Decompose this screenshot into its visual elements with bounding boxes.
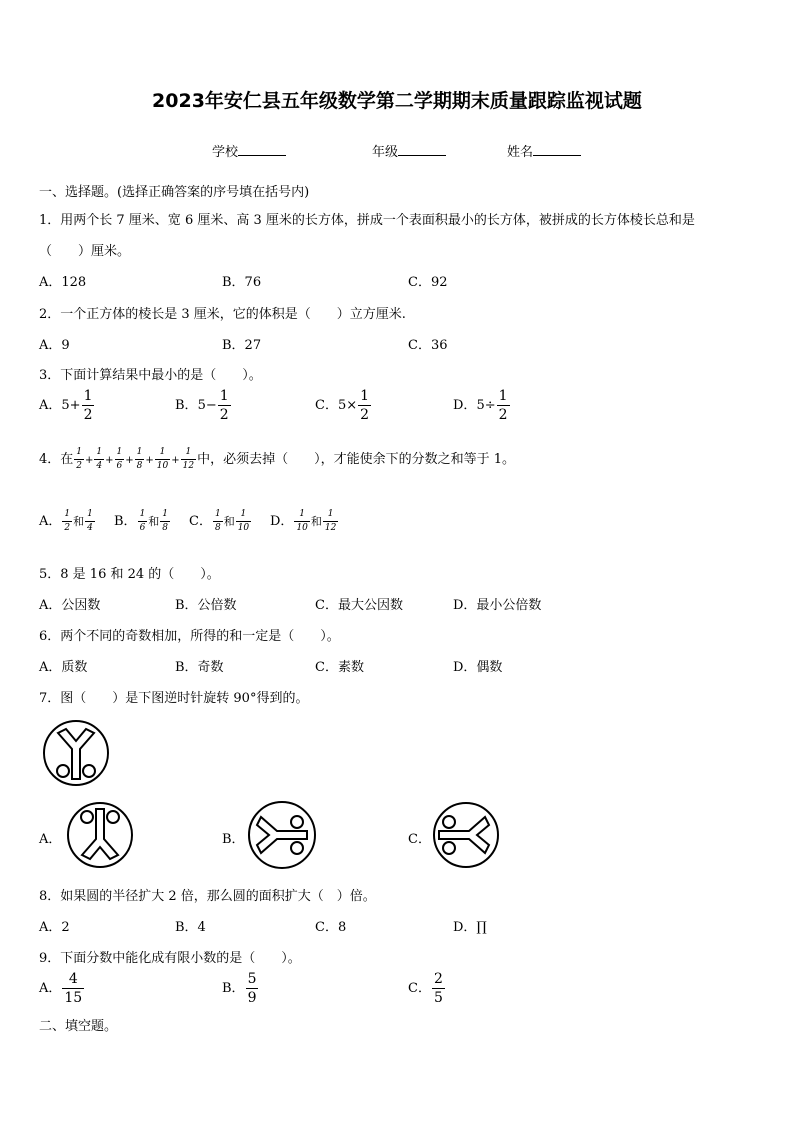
section-1-heading: 一、选择题。(选择正确答案的序号填在括号内) (39, 185, 310, 200)
q1-text-line2: （ ）厘米。 (39, 244, 131, 259)
section-2-heading: 二、填空题。 (39, 1019, 118, 1034)
q5-option-b: B．公倍数 (175, 598, 237, 613)
page-title: 2023年安仁县五年级数学第二学期期末质量跟踪监视试题 (152, 90, 642, 112)
q6-option-a: A．质数 (39, 660, 88, 675)
name-blank (533, 143, 581, 156)
q3-d-expr: 5÷ (476, 398, 496, 413)
q7-option-c-label: C． (408, 832, 431, 847)
q3-b-expr: 5− (197, 398, 217, 413)
q2-option-c: C．36 (408, 338, 448, 353)
name-label: 姓名 (507, 145, 534, 160)
q3-c-expr: 5× (337, 398, 358, 413)
q6-text: 6．两个不同的奇数相加，所得的和一定是（ ）。 (39, 629, 340, 644)
q9-option-c: C． $\frac{2}{5}$ (408, 971, 443, 1006)
q7-text: 7．图（ ）是下图逆时针旋转 90°得到的。 (39, 691, 309, 706)
q4-frac-1-10: $\frac{1}{10}$ (156, 447, 169, 471)
q3-d-label: D． (453, 398, 477, 413)
q6-option-d: D．偶数 (453, 660, 503, 675)
q8-option-b: B．4 (175, 920, 206, 935)
q5-option-c: C．最大公因数 (315, 598, 403, 613)
q7-option-a-figure (65, 801, 135, 869)
q3-d-fraction: $\frac{1}{2}$ (498, 388, 508, 423)
q4-frac-1-4: $\frac{1}{4}$ (96, 447, 103, 471)
school-label: 学校 (212, 145, 239, 160)
name-field (507, 141, 581, 160)
q1-option-c: C．92 (408, 275, 448, 290)
q3-b-label: B． (175, 398, 198, 413)
q6-option-b: B．奇数 (175, 660, 224, 675)
q9-b-fraction: $\frac{5}{9}$ (247, 971, 257, 1006)
q5-text: 5．8 是 16 和 24 的（ ）。 (39, 567, 220, 582)
q9-a-fraction: $\frac{4}{15}$ (64, 971, 83, 1006)
q4-option-c: C． $\frac{1}{8}$ 和 $\frac{1}{10}$ (189, 509, 250, 533)
q3-option-d (453, 389, 511, 422)
grade-label: 年级 (372, 145, 399, 160)
q4-frac-1-12: $\frac{1}{12}$ (182, 447, 195, 471)
q7-option-a-label: A． (39, 832, 62, 847)
q5-option-d: D．最小公倍数 (453, 598, 542, 613)
grade-field (372, 141, 446, 160)
q2-text: 2．一个正方体的棱长是 3 厘米，它的体积是（ ）立方厘米. (39, 307, 406, 322)
q2-option-a: A．9 (39, 338, 70, 353)
q3-b-fraction: $\frac{1}{2}$ (219, 388, 229, 423)
q7-option-c-figure (431, 801, 501, 869)
grade-blank (398, 143, 446, 156)
q4-frac-1-2: $\frac{1}{2}$ (76, 447, 83, 471)
q4-option-b: B． $\frac{1}{6}$ 和 $\frac{1}{8}$ (114, 509, 169, 533)
q3-option-c (315, 389, 372, 422)
q4-option-a: A． $\frac{1}{2}$ 和 $\frac{1}{4}$ (39, 509, 93, 533)
school-blank (238, 143, 286, 156)
q6-option-c: C．素数 (315, 660, 364, 675)
q3-option-a (39, 389, 95, 422)
q2-option-b: B．27 (222, 338, 262, 353)
q9-option-b: B． $\frac{5}{9}$ (222, 971, 257, 1006)
q3-option-b (175, 389, 232, 422)
q3-c-fraction: $\frac{1}{2}$ (360, 388, 370, 423)
q9-text: 9．下面分数中能化成有限小数的是（ ）。 (39, 951, 301, 966)
q3-a-label: A． (39, 398, 62, 413)
q1-option-b: B．76 (222, 275, 262, 290)
q7-option-b-figure (245, 800, 319, 870)
school-field (212, 141, 286, 160)
q4-option-d: D． $\frac{1}{10}$ 和 $\frac{1}{12}$ (270, 509, 337, 533)
q5-option-a: A．公因数 (39, 598, 101, 613)
q4-frac-1-6: $\frac{1}{6}$ (116, 447, 123, 471)
q7-option-b-label: B． (222, 832, 245, 847)
q9-c-fraction: $\frac{2}{5}$ (433, 971, 443, 1006)
q3-c-label: C． (315, 398, 338, 413)
q4-text: 4．在 $\frac{1}{2}$ + $\frac{1}{4}$ + $\frac{1}{6}$ + $\frac{1}{8}$ + $\frac{1}{10}$ + $\frac{1}{12}$ 中，必须去掉（ ），才能使余下的分数之和等于 1。 (39, 447, 515, 471)
q8-option-d: D．∏ (453, 920, 487, 935)
q7-original-figure (40, 719, 112, 787)
q9-option-a: A． $\frac{4}{15}$ (39, 971, 83, 1006)
q4-frac-1-8: $\frac{1}{8}$ (136, 447, 143, 471)
q1-option-a: A．128 (39, 275, 87, 290)
q3-text: 3．下面计算结果中最小的是（ ）。 (39, 368, 262, 383)
q1-text-line1: 1．用两个长 7 厘米、宽 6 厘米、高 3 厘米的长方体，拼成一个表面积最小的长方体，被拼成的长方体棱长总和是 (39, 213, 695, 228)
q3-a-expr: 5+ (61, 398, 81, 413)
q3-a-fraction: $\frac{1}{2}$ (83, 388, 93, 423)
q8-option-a: A．2 (39, 920, 70, 935)
q8-text: 8．如果圆的半径扩大 2 倍，那么圆的面积扩大（ ）倍。 (39, 889, 376, 904)
q8-option-c: C．8 (315, 920, 347, 935)
